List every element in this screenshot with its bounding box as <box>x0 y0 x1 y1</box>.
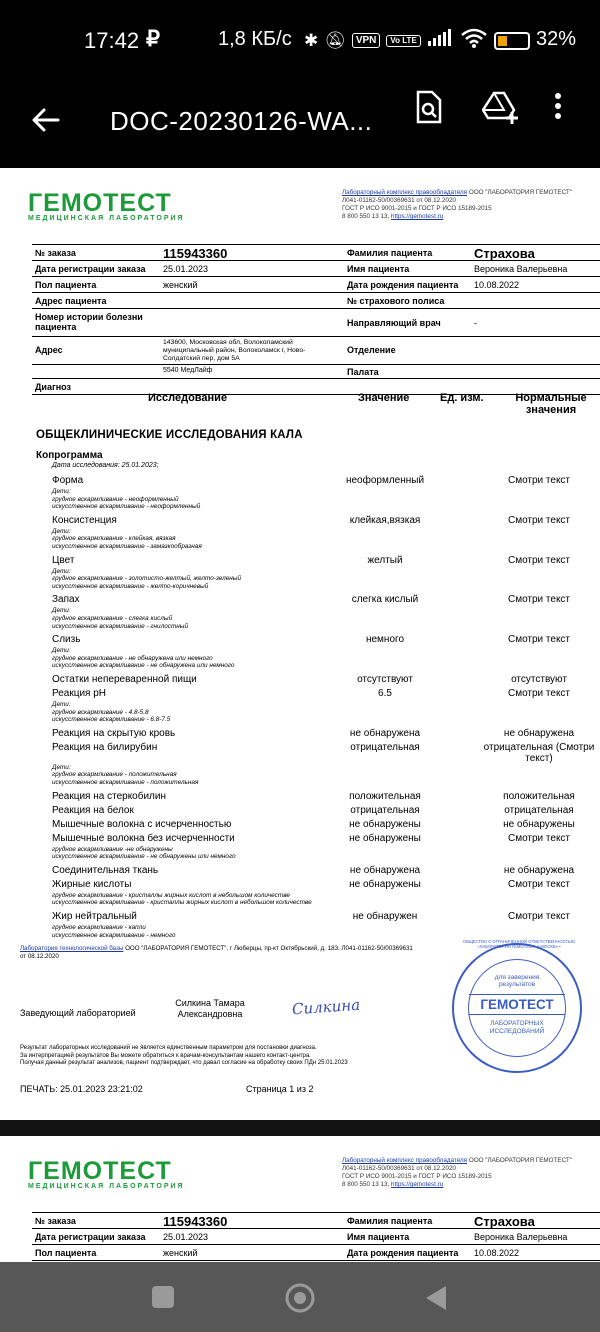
note-line: Дети: <box>52 701 71 708</box>
order-number: 115943360 <box>163 246 228 261</box>
mute-icon: 🔕︎ <box>324 30 346 50</box>
label-policy: № страхового полиса <box>347 296 445 306</box>
table-row <box>32 261 600 277</box>
stamp-top: для заверения результатов <box>494 974 540 988</box>
patient-info-table <box>32 1212 600 1261</box>
note-line: Дети: <box>52 527 71 535</box>
table-row <box>32 293 600 309</box>
license-org: ООО "ЛАБОРАТОРИЯ ГЕМОТЕСТ" <box>467 1157 573 1164</box>
logo-text: ГЕМОТЕСТ <box>28 1157 172 1185</box>
result-name: Реакция pH <box>52 688 107 699</box>
table-row <box>32 337 600 365</box>
license-number: Л041-01162-50/00369631 от 08.12.2020 <box>342 1165 456 1172</box>
result-note <box>52 607 188 630</box>
result-norm: отрицательная (Смотри текст) <box>483 741 595 764</box>
result-value: отсутствуют <box>357 674 413 685</box>
result-value: не обнаружены <box>349 832 421 844</box>
home-icon <box>284 1282 316 1314</box>
result-note <box>52 647 234 670</box>
result-norm: положительная <box>503 790 575 802</box>
note-line: грудное вскармливание - клейкая, вязкая <box>52 535 176 543</box>
note-line: Дети: <box>52 488 71 495</box>
result-name: Цвет <box>52 554 75 566</box>
note-line: грудное вскармливание - 4.8-5.8 <box>52 708 149 716</box>
result-norm: Смотри текст <box>507 514 571 526</box>
result-value: желтый <box>367 554 403 566</box>
note-line: искусственное вскармливание - положительная <box>52 778 199 786</box>
result-norm: не обнаружена <box>503 727 575 739</box>
label-sex: Пол пациента <box>35 1248 97 1258</box>
license-link[interactable]: Лабораторный комплекс правообладателя <box>342 189 468 196</box>
reg-date: 25.01.2023 <box>163 264 209 274</box>
result-note <box>52 846 236 861</box>
stamp <box>452 939 582 1073</box>
address-value: 143600, Московская обл, Волоколамский муниципальный район, Волоколамск г, Ново-Солдатский пер, дом 5А <box>163 339 306 362</box>
label-order: № заказа <box>35 1216 76 1226</box>
result-value: немного <box>365 634 405 646</box>
website-link[interactable]: https://gemotest.ru <box>391 213 444 220</box>
logo-subtext: МЕДИЦИНСКАЯ ЛАБОРАТОРИЯ <box>28 1183 185 1190</box>
result-norm: отрицательная <box>504 804 574 816</box>
result-value: не обнаружен <box>352 911 418 922</box>
result-name: Мышечные волокна с исчерченностью <box>52 818 232 830</box>
gemotest-logo <box>28 1157 185 1190</box>
carrier-icon: ₽ <box>146 26 160 51</box>
gemotest-logo <box>28 189 185 222</box>
signature: Силкина <box>291 995 361 1019</box>
document-title: DOC-20230126-WA... <box>110 106 373 136</box>
tech-base-link[interactable]: Лаборатория технологической базы <box>20 945 124 952</box>
result-value: клейкая,вязкая <box>349 514 421 526</box>
table-row <box>32 365 600 379</box>
status-time: 17:42 <box>84 28 140 53</box>
bluetooth-icon: ✱ <box>304 30 319 50</box>
result-name: Остатки непереваренной пищи <box>52 674 197 685</box>
result-name: Форма <box>52 475 84 486</box>
recents-button[interactable] <box>150 1284 176 1315</box>
wifi-icon <box>461 28 487 53</box>
result-value: не обнаружена <box>349 727 421 739</box>
stamp-ring: ОБЩЕСТВО С ОГРАНИЧЕННОЙ ОТВЕТСТВЕННОСТЬЮ «ЛАБОРАТОРИЯ ГЕМОТЕСТ» • МОСКВА • <box>462 939 576 949</box>
tech-base-info <box>20 945 413 960</box>
result-note <box>52 488 200 511</box>
result-value: неоформленный <box>345 475 425 486</box>
back-arrow-icon <box>28 100 68 140</box>
result-norm: отсутствуют <box>511 674 567 685</box>
result-name: Слизь <box>52 634 81 646</box>
stamp-mid: ГЕМОТЕСТ <box>469 994 565 1015</box>
note-line: искусственное вскармливание - гнилостный <box>52 622 189 630</box>
battery-icon <box>494 32 530 50</box>
page-number: Страница 1 из 2 <box>246 1084 314 1094</box>
column-test: Исследование <box>148 392 228 404</box>
patient-sex: женский <box>163 1248 198 1258</box>
logo-subtext: МЕДИЦИНСКАЯ ЛАБОРАТОРИЯ <box>28 215 185 222</box>
recents-icon <box>150 1284 176 1310</box>
result-norm: Смотри текст <box>507 832 571 844</box>
drive-add-icon <box>482 90 520 124</box>
label-name: Имя пациента <box>347 264 410 274</box>
result-value: слегка кислый <box>351 594 419 606</box>
home-button[interactable] <box>284 1282 316 1319</box>
label-reg-date: Дата регистрации заказа <box>35 264 146 274</box>
note-line: грудное вскармливание -не обнаружены <box>52 845 173 853</box>
result-note <box>52 892 312 907</box>
label-address: Адрес <box>35 345 63 355</box>
result-name: Мышечные волокна без исчерченности <box>52 832 235 844</box>
table-row <box>32 309 600 337</box>
print-date: ПЕЧАТЬ: 25.01.2023 23:21:02 <box>20 1084 143 1094</box>
result-name: Жир нейтральный <box>52 911 137 922</box>
head-label: Заведующий лабораторией <box>20 1008 136 1018</box>
disclaimer-3: Получая данный результат анализов, пациент подтверждает, что давал согласие на обработку своих ПДн 25.01.2023 <box>20 1060 348 1067</box>
note-line: искусственное вскармливание - не обнаружена или немного <box>52 662 235 670</box>
status-icons <box>304 28 487 53</box>
patient-surname: Страхова <box>474 1214 535 1229</box>
patient-sex: женский <box>163 280 198 290</box>
patient-surname: Страхова <box>474 246 535 261</box>
result-name: Жирные кислоты <box>52 878 132 890</box>
label-doctor: Направляющий врач <box>347 318 441 328</box>
table-row <box>32 277 600 293</box>
result-value: отрицательная <box>350 804 420 816</box>
navigation-bar <box>0 1262 600 1332</box>
label-sex: Пол пациента <box>35 280 97 290</box>
license-gost: ГОСТ Р ИСО 9001-2015 и ГОСТ Р ИСО 15189-2015 <box>342 1173 492 1180</box>
result-name: Запах <box>52 594 80 606</box>
section-title: ОБЩЕКЛИНИЧЕСКИЕ ИССЛЕДОВАНИЯ КАЛА <box>36 429 303 441</box>
table-row <box>32 1229 600 1245</box>
stamp-inner <box>468 959 566 1057</box>
add-to-drive-button[interactable] <box>482 90 520 129</box>
subsection-title: Копрограмма <box>36 450 103 461</box>
patient-birth: 10.08.2022 <box>474 280 520 290</box>
result-value: 6.5 <box>378 688 392 699</box>
app-bar <box>0 80 600 168</box>
label-reg-date: Дата регистрации заказа <box>35 1232 146 1242</box>
patient-name: Вероника Валерьевна <box>474 1232 568 1242</box>
license-org: ООО "ЛАБОРАТОРИЯ ГЕМОТЕСТ" <box>467 189 573 196</box>
search-document-button[interactable] <box>412 90 446 129</box>
result-value: не обнаружена <box>349 864 421 876</box>
file-search-icon <box>412 90 446 124</box>
tech-base-text: ООО "ЛАБОРАТОРИЯ ГЕМОТЕСТ", г Люберцы, пр-кт Октябрьский, д. 183. Л041-01162-50/00369631 <box>123 945 413 952</box>
status-net-speed: 1,8 КБ/с <box>218 28 292 50</box>
result-note <box>52 568 241 591</box>
result-note <box>52 924 175 939</box>
column-norm: Нормальные значения <box>515 392 587 416</box>
result-name: Реакция на билирубин <box>52 741 158 753</box>
result-note <box>52 528 202 551</box>
note-line: грудное вскармливание - не обнаружена или немного <box>52 654 213 662</box>
doctor-value: - <box>474 318 477 328</box>
result-name: Реакция на белок <box>52 804 134 816</box>
note-line: искусственное вскармливание - желто-коричневый <box>52 582 209 590</box>
label-birth: Дата рождения пациента <box>347 1248 459 1258</box>
result-norm: не обнаружены <box>503 818 575 830</box>
table-row <box>32 1245 600 1261</box>
label-diagnosis: Диагноз <box>35 382 71 392</box>
label-surname: Фамилия пациента <box>347 1216 433 1226</box>
pdf-page-1[interactable] <box>0 168 600 1120</box>
study-date: Дата исследования: 25.01.2023; <box>52 462 159 469</box>
more-vert-icon <box>552 90 564 124</box>
note-line: искусственное вскармливание - 6.8-7.5 <box>52 716 171 724</box>
label-birth: Дата рождения пациента <box>347 280 459 290</box>
back-triangle-icon <box>424 1284 450 1312</box>
label-order: № заказа <box>35 248 76 258</box>
note-line: искусственное вскармливание - не обнаружены или немного <box>52 853 236 861</box>
table-row <box>32 1213 600 1229</box>
label-name: Имя пациента <box>347 1232 410 1242</box>
signal-icon <box>427 29 455 52</box>
note-line: грудное вскармливание - капли <box>52 924 146 931</box>
license-phone: 8 800 550 13 13, <box>342 213 392 220</box>
result-value: не обнаружены <box>349 878 421 890</box>
column-value: Значение <box>358 392 410 404</box>
result-name: Соединительная ткань <box>52 864 159 876</box>
license-info <box>342 1157 597 1189</box>
status-bar <box>0 0 600 80</box>
result-norm: Смотри текст <box>507 688 571 699</box>
result-norm: Смотри текст <box>507 634 571 646</box>
note-line: Дети: <box>52 647 71 655</box>
result-note <box>52 764 198 787</box>
result-norm: Смотри текст <box>507 594 571 606</box>
result-norm: Смотри текст <box>507 878 571 890</box>
logo-text: ГЕМОТЕСТ <box>28 189 172 217</box>
battery-percent: 32% <box>536 28 577 50</box>
lab-value: 5540 МедЛайф <box>163 367 213 374</box>
tech-base-date: от 08.12.2020 <box>20 952 59 960</box>
back-button[interactable] <box>28 100 68 140</box>
back-nav-button[interactable] <box>424 1284 450 1317</box>
note-line: искусственное вскармливание - неоформленный <box>52 503 201 511</box>
stamp-bottom: ЛАБОРАТОРНЫХ ИССЛЕДОВАНИЙ <box>489 1020 545 1035</box>
vpn-icon: VPN <box>352 33 381 48</box>
license-number: Л041-01162-50/00369631 от 08.12.2020 <box>342 197 456 204</box>
note-line: грудное вскармливание - золотисто-желтый, желто-зеленый <box>52 575 242 583</box>
result-norm: Смотри текст <box>507 911 571 922</box>
note-line: Дети: <box>52 607 71 615</box>
website-link[interactable]: https://gemotest.ru <box>391 1181 444 1188</box>
label-history: Номер истории болезни пациента <box>35 312 143 332</box>
disclaimer-1: Результат лабораторных исследований не является единственным параметром для постановки диагноза. <box>20 1045 317 1051</box>
result-norm: Смотри текст <box>507 554 571 566</box>
result-name: Реакция на стеркобилин <box>52 790 166 802</box>
head-name: Силкина Тамара Александровна <box>175 998 245 1019</box>
note-line: грудное вскармливание - неоформленный <box>52 495 179 503</box>
column-unit: Ед. изм. <box>440 392 484 404</box>
patient-name: Вероника Валерьевна <box>474 264 568 274</box>
result-norm: не обнаружена <box>503 864 575 876</box>
result-norm: Смотри текст <box>507 475 571 486</box>
table-row <box>32 245 600 261</box>
label-ward: Палата <box>347 367 379 377</box>
result-name: Консистенция <box>52 514 117 526</box>
result-value: отрицательная <box>350 741 420 753</box>
note-line: грудное вскармливание - кристаллы жирных кислот в небольшом количестве <box>52 891 290 899</box>
license-link[interactable]: Лабораторный комплекс правообладателя <box>342 1157 468 1164</box>
result-value: не обнаружены <box>349 818 421 830</box>
note-line: грудное вскармливание - положительная <box>52 771 177 779</box>
note-line: Дети: <box>52 567 71 575</box>
result-value: положительная <box>349 790 421 802</box>
order-number: 115943360 <box>163 1214 228 1229</box>
label-dept: Отделение <box>347 345 396 355</box>
result-name: Реакция на скрытую кровь <box>52 727 176 739</box>
license-phone: 8 800 550 13 13, <box>342 1181 392 1188</box>
patient-info-table <box>32 244 600 395</box>
note-line: грудное вскармливание - слегка кислый <box>52 614 173 622</box>
license-info <box>342 189 597 221</box>
result-note <box>52 701 170 724</box>
patient-birth: 10.08.2022 <box>474 1248 520 1258</box>
reg-date: 25.01.2023 <box>163 1232 209 1242</box>
note-line: искусственное вскармливание - немного <box>52 931 176 939</box>
note-line: искусственное вскармливание - кристаллы жирных кислот в небольшом количестве <box>52 899 312 907</box>
license-gost: ГОСТ Р ИСО 9001-2015 и ГОСТ Р ИСО 15189-2015 <box>342 205 492 212</box>
disclaimer <box>20 1045 348 1068</box>
disclaimer-2: За интерпретацией результатов Вы можете обратиться к врачам-консультантам нашего контакт-центра. <box>20 1052 311 1059</box>
more-options-button[interactable] <box>552 90 564 129</box>
volte-icon: Vo LTE <box>386 35 420 47</box>
note-line: искусственное вскармливание - замазкообразная <box>52 542 202 550</box>
note-line: Дети: <box>52 763 71 771</box>
label-surname: Фамилия пациента <box>347 248 433 258</box>
label-patient-address: Адрес пациента <box>35 296 107 306</box>
